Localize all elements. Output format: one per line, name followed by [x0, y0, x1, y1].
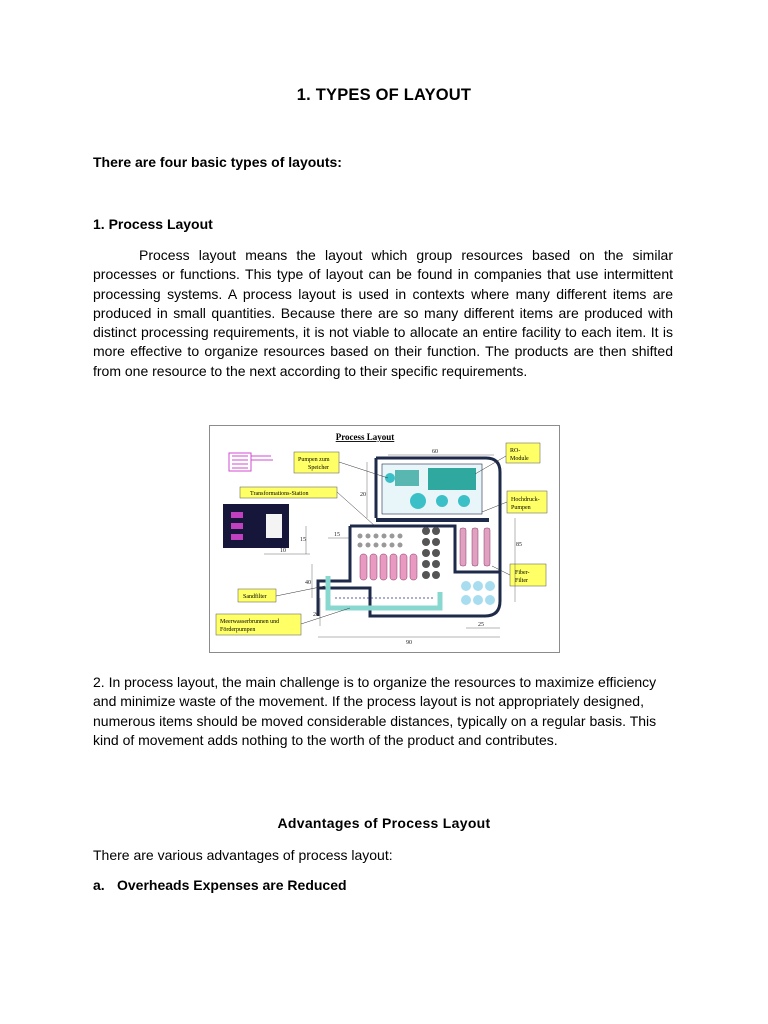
item-text: Overheads Expenses are Reduced [117, 877, 347, 893]
process-layout-paragraph: Process layout means the layout which group resources based on the similar processes or functions. This type of layout can be found in companies that use intermittent processing systems. A process layout is used in contexts where many different items are produced in small quantities. Because there are so many different items are produced with distinct processing requirements, it is not viable to allocate an entire facility to each item. It is more effective to organize resources based on their function. The products are then shifted from one resource to the next according to their specific requirements. [93, 247, 673, 379]
svg-text:Speicher: Speicher [308, 465, 329, 471]
section-title-process-layout: 1. Process Layout [93, 216, 213, 232]
process-layout-diagram [210, 426, 559, 652]
svg-text:15: 15 [334, 532, 340, 538]
svg-text:20: 20 [360, 492, 366, 498]
svg-text:Pumpen zum: Pumpen zum [298, 457, 330, 463]
svg-text:20: 20 [313, 612, 319, 618]
figure-title: Process Layout [335, 432, 395, 442]
svg-text:Hochdruck-: Hochdruck- [511, 497, 540, 503]
advantage-item-a [93, 877, 347, 893]
advantages-intro: There are various advantages of process layout: [93, 847, 393, 863]
small-valve-row [358, 534, 403, 548]
label-meerwasserbrunnen [216, 614, 301, 635]
item-marker: a. [93, 877, 105, 893]
svg-text:25: 25 [478, 622, 484, 628]
pink-tank-array [360, 554, 417, 580]
svg-text:40: 40 [305, 580, 311, 586]
label-pumpen-zum-speicher [294, 452, 339, 473]
label-fiber-filter [510, 564, 546, 586]
svg-text:90: 90 [406, 640, 412, 646]
svg-text:Förderpumpen: Förderpumpen [220, 627, 256, 633]
label-transformations-station [240, 487, 337, 498]
page-heading: 1. TYPES OF LAYOUT [296, 86, 472, 104]
process-layout-figure [209, 425, 560, 653]
paragraph-two: 2. In process layout, the main challenge is to organize the resources to maximize efficiency and minimize waste of the movement. If the process layout is not appropriately designed, numerous items should be moved considerable distances, typically on a regular basis. This kind of movement adds nothing to the worth of the product and contributes. [93, 674, 657, 748]
intro-text: There are four basic types of layouts: [93, 154, 342, 170]
svg-text:85: 85 [516, 542, 522, 548]
svg-text:60: 60 [432, 449, 438, 455]
svg-text:Module: Module [510, 456, 529, 462]
storage-circle-grid [461, 581, 495, 605]
svg-text:Pumpen: Pumpen [511, 505, 531, 511]
svg-text:Meerwasserbrunnen und: Meerwasserbrunnen und [220, 619, 280, 625]
transformation-station-unit [223, 504, 289, 548]
pump-circle-grid [422, 527, 440, 579]
label-ro-module [506, 443, 540, 463]
pink-coil-icon [229, 453, 273, 471]
ro-modules-area [382, 464, 482, 514]
advantages-title: Advantages of Process Layout [277, 815, 491, 831]
label-hochdruck-pumpen [507, 491, 547, 513]
svg-text:Fiber-: Fiber- [515, 570, 530, 576]
svg-text:Sandfilter: Sandfilter [243, 594, 267, 600]
svg-text:RO-: RO- [510, 448, 521, 454]
svg-text:15: 15 [300, 537, 306, 543]
svg-text:10: 10 [280, 548, 286, 554]
label-sandfilter [238, 589, 276, 602]
fiber-filter-columns [460, 528, 490, 566]
svg-text:Transformations-Station: Transformations-Station [250, 491, 309, 497]
svg-text:Filter: Filter [515, 578, 528, 584]
